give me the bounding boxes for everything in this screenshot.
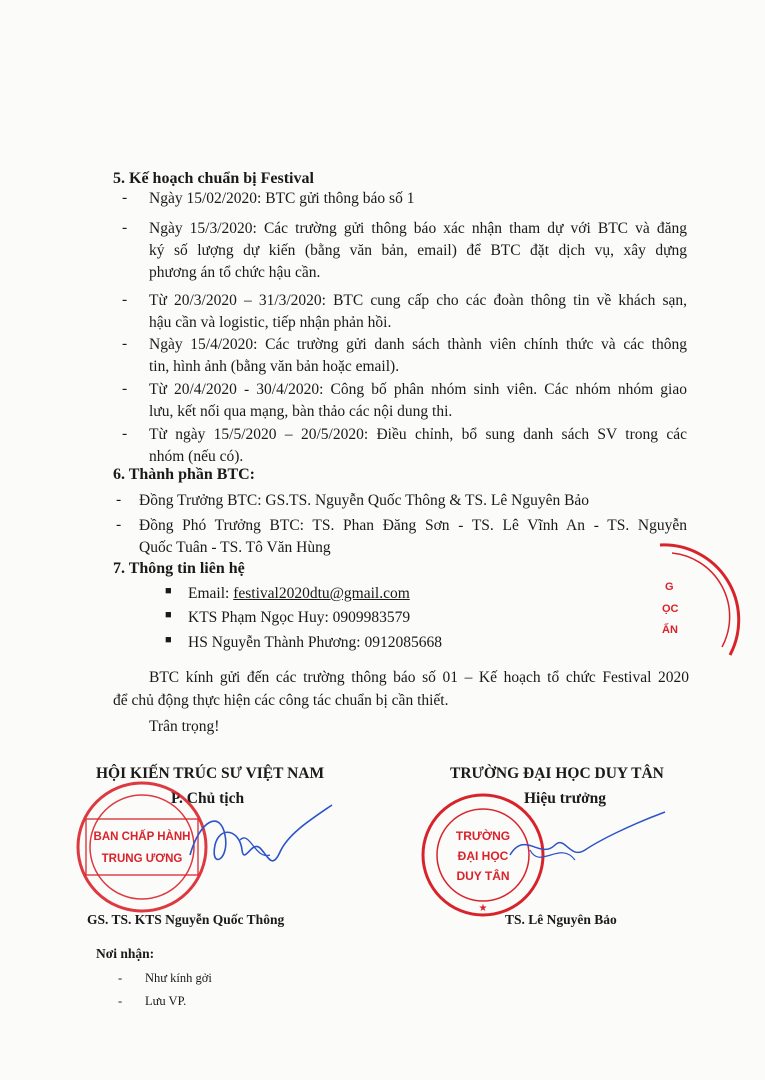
plan-item-3-line-1: Từ 20/3/2020 – 31/3/2020: BTC cung cấp cho các đoàn thông tin về khách sạn,: [149, 292, 687, 309]
bullet-dash: -: [122, 189, 128, 206]
right-stamp-line-3: DUY TÂN: [456, 869, 510, 883]
star-icon: ★: [478, 903, 488, 914]
closing-line-2: để chủ động thực hiện các công tác chuẩn bị cần thiết.: [113, 692, 449, 709]
partial-stamp-right-edge: [640, 535, 750, 675]
plan-item-2-line-1: Ngày 15/3/2020: Các trường gửi thông báo xác nhận tham dự với BTC và đăng: [149, 220, 687, 237]
left-handwritten-signature: [180, 800, 340, 880]
section-5-title: 5. Kế hoạch chuẩn bị Festival: [113, 170, 314, 187]
bullet-dash: -: [118, 971, 123, 985]
plan-item-4-line-1: Ngày 15/4/2020: Các trường gửi danh sách thành viên chính thức và các thông: [149, 336, 687, 353]
bullet-dash: -: [122, 425, 128, 442]
right-signer-org: TRƯỜNG ĐẠI HỌC DUY TÂN: [450, 765, 664, 782]
right-handwritten-signature: [500, 810, 670, 880]
right-stamp-line-2: ĐẠI HỌC: [457, 849, 509, 863]
partial-stamp-text-3: ẤN: [662, 624, 678, 636]
bullet-dash: -: [118, 994, 123, 1008]
plan-item-2-line-2: ký số lượng dự kiến (bằng văn bản, email) để BTC đặt dịch vụ, xây dựng: [149, 242, 687, 259]
bullet-dash: -: [122, 291, 128, 308]
bullet-dash: -: [116, 516, 122, 533]
partial-stamp-text-2: ỌC: [662, 603, 679, 615]
plan-item-6-line-1: Từ ngày 15/5/2020 – 20/5/2020: Điều chỉnh, bổ sung danh sách SV trong các: [149, 426, 687, 443]
plan-item-5-line-1: Từ 20/4/2020 - 30/4/2020: Công bố phân nhóm sinh viên. Các nhóm nhóm giao: [149, 381, 687, 398]
left-stamp-line-2: TRUNG ƯƠNG: [101, 853, 183, 865]
right-stamp-line-1: TRƯỜNG: [455, 829, 511, 843]
bullet-dash: -: [116, 491, 122, 508]
email-link[interactable]: festival2020dtu@gmail.com: [233, 585, 410, 602]
square-bullet-icon: ■: [165, 634, 172, 646]
recipient-1: Như kính gởi: [145, 971, 212, 985]
plan-item-6-line-2: nhóm (nếu có).: [149, 448, 244, 465]
closing-line-1: BTC kính gửi đến các trường thông báo số 01 – Kế hoạch tổ chức Festival 2020: [149, 669, 689, 686]
left-signer-role: P. Chủ tịch: [171, 790, 245, 807]
left-signer-org: HỘI KIẾN TRÚC SƯ VIỆT NAM: [96, 765, 325, 782]
bullet-dash: -: [122, 219, 128, 236]
recipient-2: Lưu VP.: [145, 994, 187, 1008]
committee-item-1: Đồng Trưởng BTC: GS.TS. Nguyễn Quốc Thông & TS. Lê Nguyên Bảo: [139, 492, 590, 509]
section-6-title: 6. Thành phần BTC:: [113, 466, 255, 483]
square-bullet-icon: ■: [165, 585, 172, 597]
bullet-dash: -: [122, 335, 128, 352]
committee-item-2-line-2: Quốc Tuân - TS. Tô Văn Hùng: [139, 539, 331, 556]
left-signer-name: GS. TS. KTS Nguyễn Quốc Thông: [87, 912, 285, 927]
contact-1: KTS Phạm Ngọc Huy: 0909983579: [188, 609, 411, 626]
recipients-title: Nơi nhận:: [96, 946, 155, 961]
right-signer-name: TS. Lê Nguyên Bảo: [505, 912, 617, 927]
plan-item-4-line-2: tin, hình ảnh (bằng văn bản hoặc email).: [149, 358, 400, 375]
square-bullet-icon: ■: [165, 609, 172, 621]
committee-item-2-line-1: Đồng Phó Trưởng BTC: TS. Phan Đăng Sơn - TS. Lê Vĩnh An - TS. Nguyễn: [139, 517, 687, 534]
right-signer-role: Hiệu trưởng: [524, 790, 607, 807]
contact-2: HS Nguyễn Thành Phương: 0912085668: [188, 634, 442, 651]
email-label: Email:: [188, 585, 234, 602]
plan-item-2-line-3: phương án tổ chức hậu cần.: [149, 264, 321, 281]
section-7-title: 7. Thông tin liên hệ: [113, 560, 245, 577]
plan-item-1: Ngày 15/02/2020: BTC gửi thông báo số 1: [149, 190, 415, 207]
closing-regards: Trân trọng!: [149, 718, 220, 735]
plan-item-3-line-2: hậu cần và logistic, tiếp nhận phản hồi.: [149, 314, 392, 331]
plan-item-5-line-2: lưu, kết nối qua mạng, bàn thảo các nội dung thi.: [149, 403, 453, 420]
contact-email: [188, 583, 410, 605]
left-stamp-line-1: BAN CHẤP HÀNH: [93, 831, 191, 843]
bullet-dash: -: [122, 380, 128, 397]
partial-stamp-text-1: G: [665, 581, 674, 593]
